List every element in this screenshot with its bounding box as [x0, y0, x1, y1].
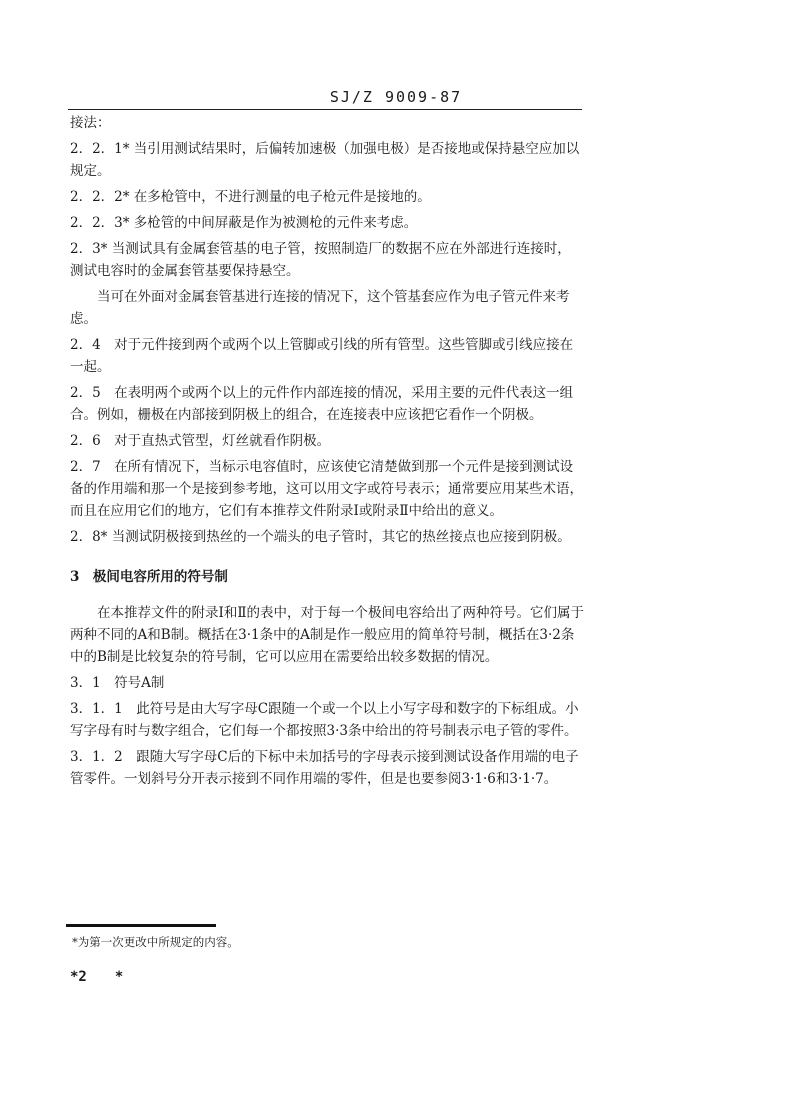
- clause-2-8: 2．8* 当测试阴极接到热丝的一个端头的电子管时，其它的热丝接点也应接到阴极。: [70, 529, 571, 545]
- clause-2-7: 2．7 在所有情况下，当标示电容值时，应该使它清楚做到那一个元件是接到测试设备的作用端和那一个是接到参考地，这可以用文字或符号表示；通常要应用某些术语，而且在应用它们的地方，它们有本推荐文件附录Ⅰ或附录Ⅱ中给出的意义。: [70, 459, 583, 519]
- clause-3-1-1: 3．1．1 此符号是由大写字母C跟随一个或一个以上小写字母和数字的下标组成。小写字母有时与数字组合，它们每一个都按照3·3条中给出的符号制表示电子管的零件。: [70, 701, 579, 739]
- clause-3-1: 3．1 符号A制: [70, 675, 165, 691]
- footnote: *为第一次更改中所规定的内容。: [72, 935, 239, 949]
- text-line: 接法：: [70, 115, 111, 131]
- document-body: [70, 112, 584, 790]
- clause-2-3: 2．3* 当测试具有金属套管基的电子管，按照制造厂的数据不应在外部进行连接时，测试电容时的金属套管基要保持悬空。: [70, 241, 571, 279]
- clause-2-2-3: 2．2．3* 多枪管的中间屏蔽是作为被测枪的元件来考虑。: [70, 215, 418, 231]
- clause-2-3-paragraph: 当可在外面对金属套管基进行连接的情况下，这个管基套应作为电子管元件来考虑。: [70, 289, 570, 327]
- clause-2-2-2: 2．2．2* 在多枪管中，不进行测量的电子枪元件是接地的。: [70, 189, 431, 205]
- clause-2-5: 2．5 在表明两个或两个以上的元件作内部连接的情况，采用主要的元件代表这一组合。例如，栅极在内部接到阴极上的组合，在连接表中应该把它看作一个阴极。: [70, 385, 574, 423]
- footnote-rule: [66, 924, 216, 927]
- clause-2-2-1: 2．2．1* 当引用测试结果时，后偏转加速极（加强电极）是否接地或保持悬空应加以规定。: [70, 141, 580, 179]
- header-rule: [68, 109, 582, 110]
- clause-2-4: 2．4 对于元件接到两个或两个以上管脚或引线的所有管型。这些管脚或引线应接在一起。: [70, 337, 574, 375]
- clause-2-6: 2．6 对于直热式管型，灯丝就看作阴极。: [70, 433, 331, 449]
- page-number: *2 *: [70, 969, 124, 985]
- section-3-paragraph: 在本推荐文件的附录Ⅰ和Ⅱ的表中，对于每一个极间电容给出了两种符号。它们属于两种不同的A和B制。概括在3·1条中的A制是作一般应用的简单符号制，概括在3·2条中的B制是比较复杂的符号制，它可以应用在需要给出较多数据的情况。: [70, 605, 585, 665]
- page-header-code: SJ/Z 9009-87: [329, 88, 463, 106]
- section-3-heading: 3 极间电容所用的符号制: [70, 569, 228, 585]
- clause-3-1-2: 3．1．2 跟随大写字母C后的下标中未加括号的字母表示接到测试设备作用端的电子管零件。一划斜号分开表示接到不同作用端的零件，但是也要参阅3·1·6和3·1·7。: [70, 749, 579, 787]
